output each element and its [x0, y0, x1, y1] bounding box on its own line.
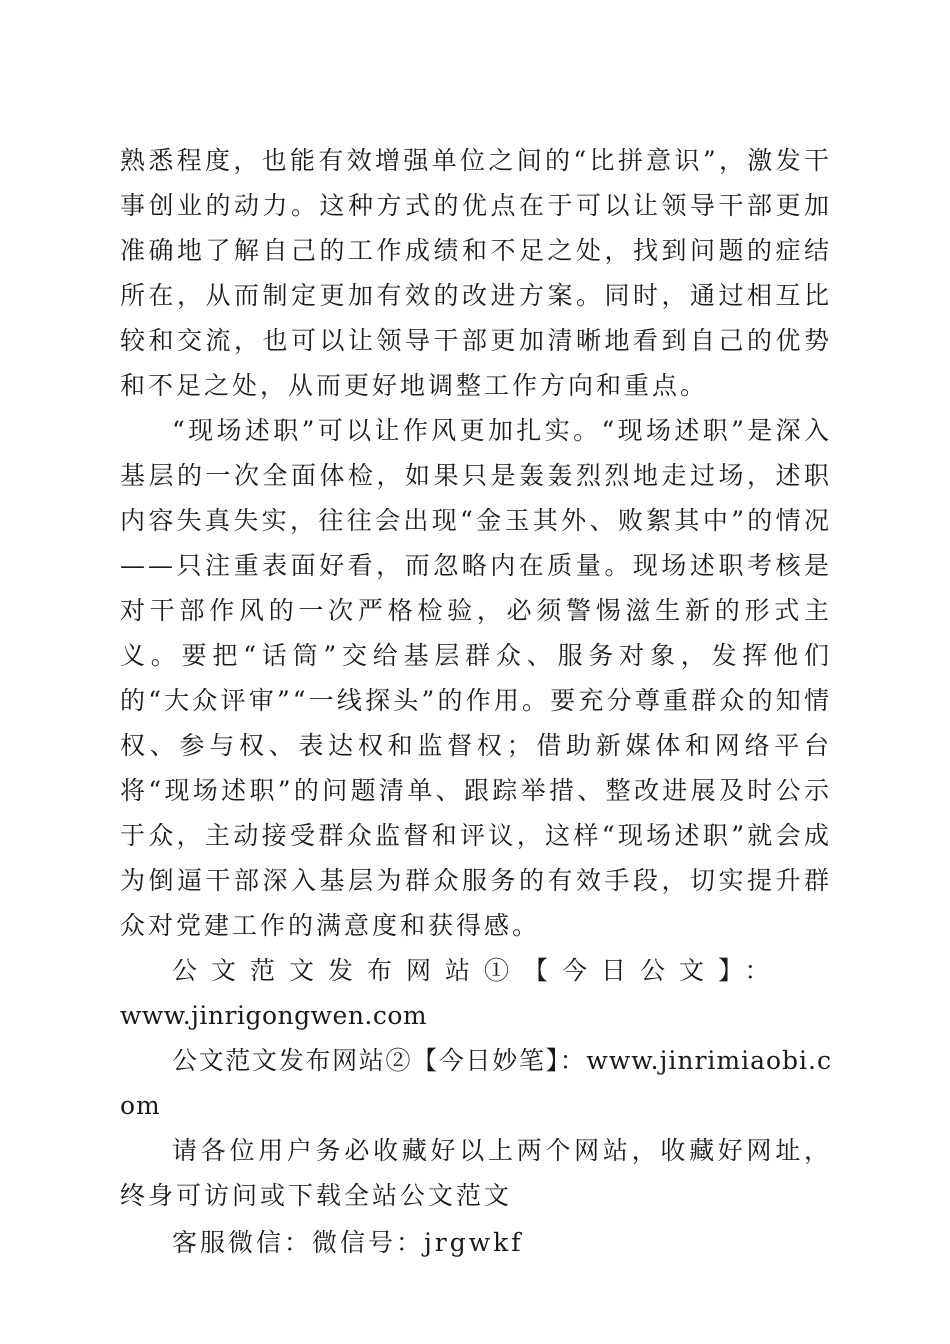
bookmark-notice: 请各位用户务必收藏好以上两个网站，收藏好网址，终身可访问或下载全站公文范文 [120, 1136, 832, 1210]
document-body [120, 138, 832, 1265]
site-2-line: 公文范文发布网站②【今日妙笔】：www.jinrimiaobi.com [120, 1046, 832, 1120]
site-1-url: www.jinrigongwen.com [120, 1001, 428, 1030]
customer-service: 客服微信：微信号：jrgwkf [172, 1228, 524, 1257]
paragraph-2: “现场述职”可以让作风更加扎实。“现场述职”是深入基层的一次全面体检，如果只是轰轰烈烈地走过场，述职内容失真失实，往往会出现“金玉其外、败絮其中”的情况——只注重表面好看，而忽略内在质量。现场述职考核是对干部作风的一次严格检验，必须警惕滋生新的形式主义。要把“话筒”交给基层群众、服务对象，发挥他们的“大众评审”“一线探头”的作用。要充分尊重群众的知情权、参与权、表达权和监督权；借助新媒体和网络平台将“现场述职”的问题清单、跟踪举措、整改进展及时公示于众，主动接受群众监督和评议，这样“现场述职”就会成为倒逼干部深入基层为群众服务的有效手段，切实提升群众对党建工作的满意度和获得感。 [120, 416, 832, 940]
site-1-label: 公文范文发布网站①【今日公文】： [172, 956, 784, 985]
paragraph-1: 熟悉程度，也能有效增强单位之间的“比拼意识”，激发干事创业的动力。这种方式的优点在于可以让领导干部更加准确地了解自己的工作成绩和不足之处，找到问题的症结所在，从而制定更加有效的改进方案。同时，通过相互比较和交流，也可以让领导干部更加清晰地看到自己的优势和不足之处，从而更好地调整工作方向和重点。 [120, 146, 832, 400]
